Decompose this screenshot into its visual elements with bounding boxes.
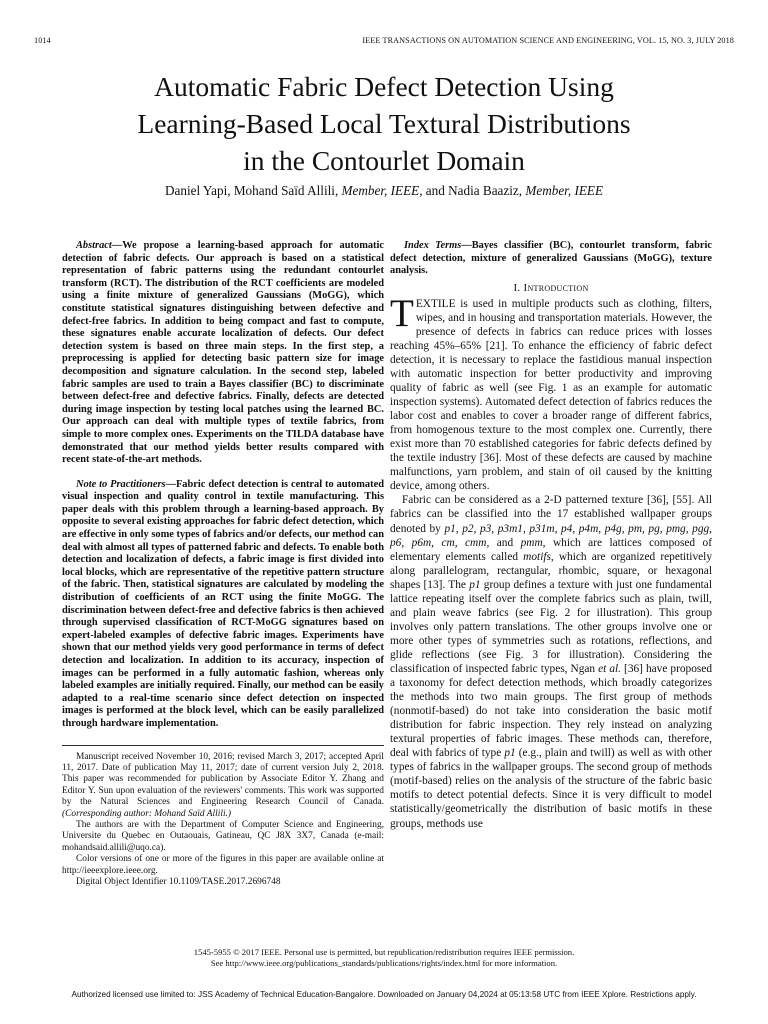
intro-paragraph-1 (390, 291, 712, 494)
paper-title (40, 68, 728, 179)
et-al: et al. (598, 663, 622, 675)
section-title: Introduction (523, 281, 589, 294)
group-p1-second: p1 (504, 747, 516, 760)
footnote-color-versions: Color versions of one or more of the figures in this paper are available online at http://ieeexplore.ieee.org. (62, 854, 384, 876)
section-number: I. (513, 281, 524, 294)
footnote-manuscript (62, 752, 384, 820)
intro-first-word: EXTILE (415, 297, 456, 310)
author-list (40, 183, 728, 199)
section-heading-introduction (390, 282, 712, 294)
p2-and: and (489, 536, 521, 549)
p2-text-d: group defines a texture with just one fundamental lattice repeating itself over the complete fabrics such as plain, twill, and plain weave fabrics (see Fig. 2 for illustration). This group involves only pattern translations. The other groups involve one or more other types of symmetries such as rotations, reflections, and glide reflections (see Fig. 3 for illustration). Considering the classification of inspected fabric types, Ngan (390, 578, 712, 675)
title-line-3: in the Contourlet Domain (243, 145, 525, 176)
drop-cap: T (390, 291, 414, 335)
author-names-b: , and Nadia Baaziz, (419, 183, 526, 198)
author-names-a: Daniel Yapi, Mohand Saïd Allili, (164, 183, 342, 198)
title-line-2: Learning-Based Local Textural Distributions (137, 108, 631, 139)
abstract (62, 240, 384, 467)
copyright-line-1: 1545-5955 © 2017 IEEE. Personal use is permitted, but republication/redistribution requires IEEE permission. (193, 947, 575, 957)
term-motifs: motifs (523, 550, 551, 563)
p2-text-c: , which are organized repetitively along parallelogram, rectangular, rhombic, square, or hexagonal shapes [13]. The (390, 550, 712, 591)
title-line-1: Automatic Fabric Defect Detection Using (154, 71, 614, 102)
practitioners-text: —Fabric defect detection is central to automated visual inspection and quality control in textile manufacturing. This paper deals with this problem through a learning-based approach. By opposite to several existing approaches for fabric defect detection, which are effective in only some types of fabrics and/or defects, our method can deal with almost all types of patterned fabric and defects. To enable both detection and localization of defects, a fabric image is first divided into local blocks, which are representative of the repetitive pattern structure of the fabric. Then, statistical signatures are calculated by modeling the distribution of coefficients of an RCT using the finite MoGG. The discrimination between defect-free and defective fabrics is then achieved through supervised classification of RCT-MoGG signatures based on expert-labeled examples of defective fabric images. Experiments have shown that our method yields very good performance in terms of defect detection and localization. In addition to its accuracy, inspection of images can be performed in a fully automatic fashion, whereas only labeled examples are initially required. Finally, our method can be easily adapted to a real-time scenario since defect detection on inspected images is performed at the block level, which can be easily parallelized through hardware implementation. (62, 478, 384, 729)
author-membership-2: Member, IEEE (525, 183, 604, 198)
intro-p1-text: is used in multiple products such as clothing, filters, wipes, and in housing and transportation materials. However, the presence of defects in fabrics can reduce prices with losses reaching 45%–65% [21]. To enhance the efficiency of fabric defect detection, it is necessary to replace the fastidious manual inspection with automatic inspection for better productivity and improving quality of fabric as well (see Fig. 1 as an example for automatic inspection systems). Automated defect detection of fabrics reduces the labor cost and enables to cover a broader range of different fabrics, from homogenous texture to the most complex one. Currently, there exist more than 70 established categories for fabric defects defined by the textile industry [36]. Most of these defects are caused by machine malfunctions, yarn problem, and stain of oil caused by the knitting device, among others. (390, 297, 712, 493)
manuscript-text: Manuscript received November 10, 2016; revised March 3, 2017; accepted April 11, 2017. Date of publication May 11, 2017; date of current version July 2, 2018. This paper was recommended for publication by Associate Editor Y. Zhang and Editor Y. Sun upon evaluation of the reviewers' comments. This work was supported by the Natural Sciences and Engineering Research Council of Canada. (62, 751, 384, 808)
p2-text-f: (e.g., plain and twill) as well as with other types of fabrics in the wallpaper groups. The second group of methods (motif-based) relies on the analysis of the structure of the fabric basic motifs to detect potential defects. Since it is very difficult to model statistically/geometrically the distribution of basic motifs in these groups, methods use (390, 747, 712, 830)
authorized-use-notice: Authorized licensed use limited to: JSS Academy of Technical Education-Bangalore. Downloaded on January 04,2024 at 05:13:58 UTC from IEEE Xplore. Restrictions apply. (71, 990, 697, 999)
index-terms-label: Index Terms (404, 240, 462, 251)
right-column (390, 240, 712, 831)
footnote-affiliation: The authors are with the Department of Computer Science and Engineering, Universite du Quebec en Outaouais, Gatineau, QC J8X 3X7, Canada (e-mail: mohandsaid.allili@uqo.ca). (62, 820, 384, 853)
note-to-practitioners (62, 479, 384, 731)
corresponding-author: (Corresponding author: Mohand Saïd Allili.) (62, 808, 232, 819)
footnote-divider (62, 745, 384, 746)
p2-text-e: [36] have proposed a taxonomy for defect detection methods, which broadly categorizes the methods into two main groups. The first group of methods (nonmotif-based) do not take into consideration the basic motif distribution for fabric inspection. They rely instead on analyzing textural properties of fabric images. These methods can, therefore, deal with fabrics of type (390, 663, 713, 760)
journal-header: IEEE TRANSACTIONS ON AUTOMATION SCIENCE AND ENGINEERING, VOL. 15, NO. 3, JULY 2018 (362, 36, 734, 45)
index-terms-text: —Bayes classifier (BC), contourlet transform, fabric defect detection, mixture of generalized Gaussians (MoGG), texture analysis. (390, 240, 712, 277)
index-terms (390, 240, 712, 278)
intro-paragraph-2 (390, 493, 712, 830)
practitioners-label: Note to Practitioners (76, 478, 166, 490)
group-p1: p1 (469, 578, 481, 591)
abstract-label: Abstract (76, 240, 112, 251)
p2-text-b: , which are lattices composed of elementary elements called (390, 536, 712, 563)
page-number: 1014 (34, 36, 51, 45)
p2-text-a: Fabric can be considered as a 2-D patterned texture [36], [55]. All fabrics can be classified into the 17 established wallpaper groups denoted by (390, 494, 712, 535)
copyright-line-2: See http://www.ieee.org/publications_standards/publications/rights/index.html for more information. (210, 958, 558, 968)
group-pmm: pmm (520, 536, 543, 549)
abstract-text: —We propose a learning-based approach for automatic detection of fabric defects. Our approach is based on a statistical representation of fabric patterns using the redundant contourlet transform (RCT). The distribution of the RCT coefficients are modeled using a finite mixture of generalized Gaussians (MoGG), which constitute statistical signatures distinguishing between defective and defect-free fabrics. In addition to being compact and fast to compute, these signatures enable accurate localization of defects. Our defect detection system is based on three main steps. In the first step, a preprocessing is applied for detecting basic pattern size for image decomposition and signature calculation. In the second step, labeled fabric samples are used to train a Bayes classifier (BC) to discriminate between defect-free and defective fabrics. Finally, defects are detected during image inspection by testing local patches using the learned BC. Our approach can deal with multiple types of textile fabrics, from simple to more complex ones. Experiments on the TILDA database have demonstrated that our method yields better results compared with recent state-of-the-art methods. (62, 240, 384, 466)
author-membership-1: Member, IEEE (341, 183, 420, 198)
copyright-notice (40, 947, 728, 969)
wallpaper-groups: p1, p2, p3, p3m1, p31m, p4, p4m, p4g, pm, pg, pmg, pgg, p6, p6m, cm, cmm, (390, 522, 713, 549)
footnote-doi: Digital Object Identifier 10.1109/TASE.2017.2696748 (76, 877, 281, 888)
left-column (62, 240, 384, 888)
